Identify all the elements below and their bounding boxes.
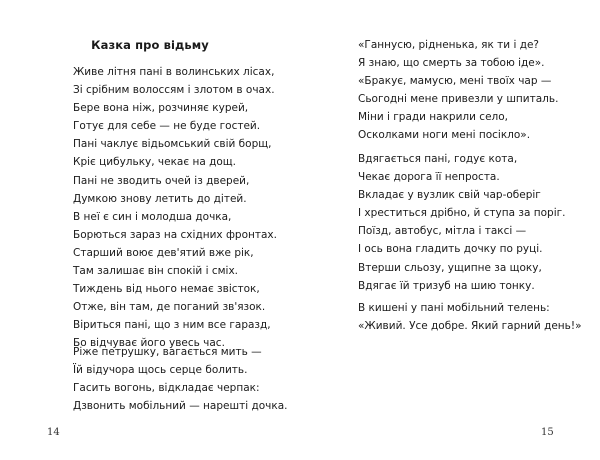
verse-line: Віриться пані, що з ним все гаразд, (73, 319, 271, 332)
verse-line: Дзвонить мобільний — нарешті дочка. (73, 400, 288, 413)
verse-line: Вдягається пані, годує кота, (358, 153, 518, 165)
verse-line: Я знаю, що смерть за тобою іде». (358, 57, 545, 70)
stanza (73, 343, 287, 415)
verse-line: Чекає дорога її непроста. (358, 171, 500, 184)
poem-title: Казка про відьму (91, 38, 209, 52)
verse-line: «Живий. Усе добре. Який гарний день!» (358, 320, 582, 333)
verse-line: Готує для себе — не буде гостей. (73, 120, 261, 133)
verse-line: В кишені у пані мобільний телень: (358, 302, 550, 314)
verse-line: І хреститься дрібно, й ступа за поріг. (358, 207, 566, 220)
verse-line: Бо відчуває його увесь час. (73, 337, 225, 350)
verse-line: Пані чаклує відьомський свій борщ, (73, 138, 272, 151)
verse-line: Кріє цибульку, чекає на дощ. (73, 156, 237, 169)
verse-line: «Ганнусю, рідненька, як ти і де? (358, 39, 539, 51)
verse-line: «Бракує, мамусю, мені твоїх чар — (358, 75, 552, 88)
stanza (358, 36, 558, 145)
verse-line: Їй відучора щось серце болить. (73, 364, 248, 377)
stanza (73, 63, 277, 353)
verse-line: Тиждень від нього немає звісток, (73, 283, 260, 296)
verse-line: Старший воює дев'ятий вже рік, (73, 246, 254, 259)
verse-line: Сьогодні мене привезли у шпиталь. (358, 93, 559, 106)
verse-line: Зі срібним волоссям і злотом в очах. (73, 84, 275, 97)
verse-line: Втерши сльозу, ущипне за щоку, (358, 261, 542, 274)
verse-line: В неї є син і молодша дочка, (73, 210, 232, 223)
verse-line: І ось вона гладить дочку по руці. (358, 243, 543, 256)
verse-line: Осколками ноги мені посікло». (358, 129, 531, 142)
verse-line: Отже, він там, де поганий зв'язок. (73, 301, 266, 314)
verse-line: Борються зараз на східних фронтах. (73, 228, 277, 241)
verse-line: Думкою знову летить до дітей. (73, 192, 247, 205)
page-number: 15 (541, 427, 554, 438)
stanza (358, 299, 582, 335)
verse-line: Ріже петрушку, вагається мить — (73, 346, 262, 358)
verse-line: Гасить вогонь, відкладає черпак: (73, 382, 260, 395)
verse-line: Вдягає їй тризуб на шию тонку. (358, 279, 535, 292)
verse-line: Бере вона ніж, розчиняє курей, (73, 102, 249, 115)
verse-line: Живе літня пані в волинських лісах, (73, 66, 275, 78)
verse-line: Міни і гради накрили село, (358, 111, 509, 124)
stanza (358, 150, 565, 295)
verse-line: Там залишає він спокій і сміх. (73, 265, 239, 278)
page-number: 14 (47, 427, 60, 438)
verse-line: Вкладає у вузлик свій чар-оберіг (358, 189, 541, 202)
verse-line: Пані не зводить очей із дверей, (73, 174, 250, 187)
right-page (300, 0, 600, 460)
verse-line: Поїзд, автобус, мітла і таксі — (358, 225, 527, 238)
